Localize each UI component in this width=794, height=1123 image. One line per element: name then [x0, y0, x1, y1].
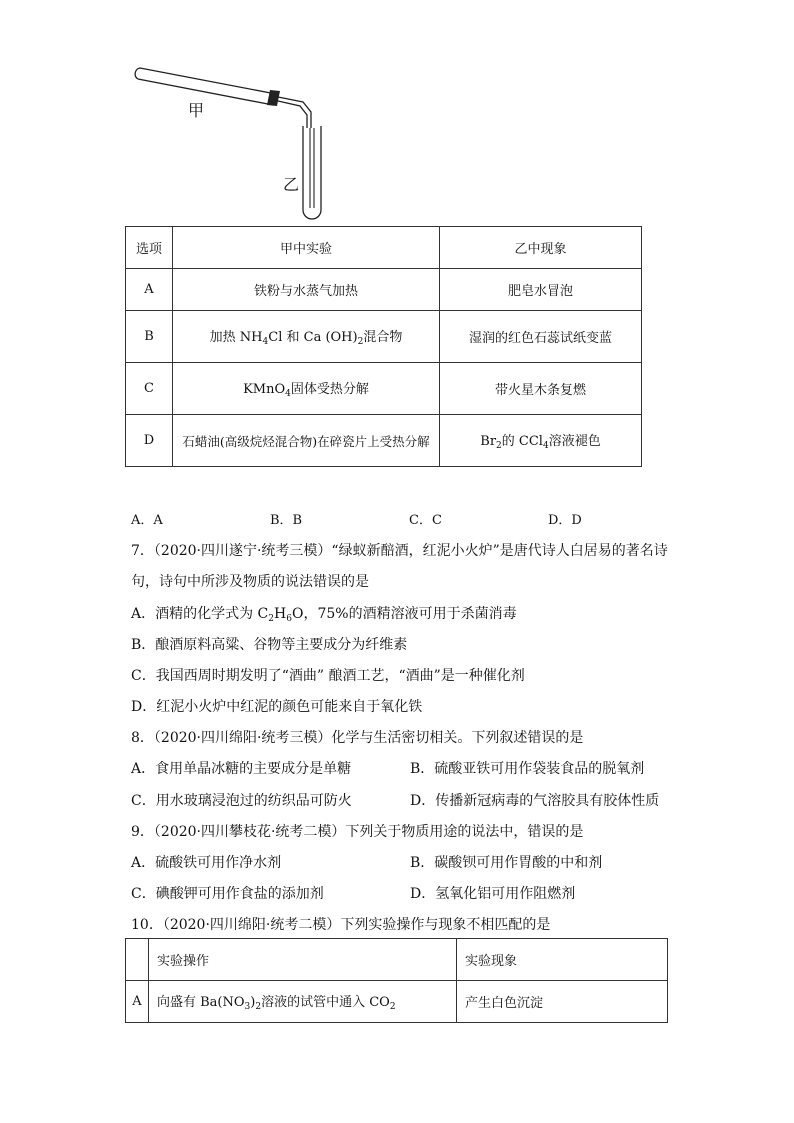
q10-row-option: A [126, 981, 149, 1023]
q10-header-option [126, 939, 149, 981]
q10-header-observation: 实验现象 [457, 939, 668, 981]
experiment-table [125, 226, 642, 467]
q9-stem: 9．（2020·四川攀枝花·统考二模）下列关于物质用途的说法中，错误的是 [131, 824, 584, 840]
q8-option-c[interactable]: C．用水玻璃浸泡过的纺织品可防火 [131, 793, 352, 809]
q9-option-a[interactable]: A．硫酸铁可用作净水剂 [131, 855, 282, 871]
table-header-row [126, 227, 642, 269]
q7-option-c[interactable]: C．我国西周时期发明了“酒曲” 酿酒工艺，“酒曲”是一种催化剂 [131, 668, 525, 684]
choice-b[interactable]: B．B [270, 513, 303, 528]
table-row [126, 415, 642, 467]
table-row [126, 363, 642, 415]
row-option: B [126, 311, 173, 363]
row-observation: 带火星木条复燃 [440, 363, 642, 415]
choice-a[interactable]: A．A [131, 513, 163, 528]
q10-row-operation: 向盛有 $Ba(NO_3)_2$溶液的试管中通入 $CO_2$ [149, 981, 457, 1023]
row-experiment: KMnO$_4$固体受热分解 [173, 363, 440, 415]
row-observation: 肥皂水冒泡 [440, 269, 642, 311]
q7-option-d[interactable]: D．红泥小火炉中红泥的颜色可能来自于氧化铁 [131, 699, 423, 715]
q10-row-a [126, 981, 668, 1023]
row-option: C [126, 363, 173, 415]
q9-option-d[interactable]: D．氢氧化铝可用作阻燃剂 [410, 886, 576, 902]
row-option: D [126, 415, 173, 467]
q10-header-operation: 实验操作 [149, 939, 457, 981]
row-option: A [126, 269, 173, 311]
q8-stem: 8．（2020·四川绵阳·统考三模）化学与生活密切相关。下列叙述错误的是 [131, 730, 584, 746]
q7-option-b[interactable]: B．酿酒原料高粱、谷物等主要成分为纤维素 [131, 637, 408, 653]
label-yi: 乙 [283, 175, 300, 194]
table-row [126, 269, 642, 311]
q10-table [125, 938, 668, 1023]
q10-header-row [126, 939, 668, 981]
header-yi: 乙中现象 [440, 227, 642, 269]
q7-stem-line2: 句，诗句中所涉及物质的说法错误的是 [131, 574, 369, 590]
choice-c[interactable]: C．C [409, 513, 442, 528]
row-observation: $Br_2$的 CCl$_4$溶液褪色 [440, 415, 642, 467]
row-experiment: 加热 $NH_4Cl$ 和 Ca $(OH)_2$混合物 [173, 311, 440, 363]
q7-option-a[interactable]: A．酒精的化学式为 $C_2H_6O$，75%的酒精溶液可用于杀菌消毒 [131, 606, 517, 624]
q8-option-a[interactable]: A．食用单晶冰糖的主要成分是单糖 [131, 761, 352, 777]
q8-option-d[interactable]: D．传播新冠病毒的气溶胶具有胶体性质 [410, 793, 660, 809]
row-experiment: 铁粉与水蒸气加热 [173, 269, 440, 311]
row-observation: 湿润的红色石蕊试纸变蓝 [440, 311, 642, 363]
header-option: 选项 [126, 227, 173, 269]
apparatus-drawing [128, 60, 328, 230]
label-jia: 甲 [188, 101, 205, 120]
q9-option-c[interactable]: C．碘酸钾可用作食盐的添加剂 [131, 886, 324, 902]
q10-stem: 10．（2020·四川绵阳·统考二模）下列实验操作与现象不相匹配的是 [131, 917, 551, 933]
q8-option-b[interactable]: B．硫酸亚铁可用作袋装食品的脱氧剂 [410, 761, 645, 777]
q10-row-observation: 产生白色沉淀 [457, 981, 668, 1023]
row-experiment: 石蜡油(高级烷烃混合物)在碎瓷片上受热分解 [173, 415, 440, 467]
table-row [126, 311, 642, 363]
q7-stem-line1: 7．（2020·四川遂宁·统考三模）“绿蚁新醅酒，红泥小火炉”是唐代诗人白居易的著名诗 [131, 543, 668, 559]
q9-option-b[interactable]: B．碳酸钡可用作胃酸的中和剂 [410, 855, 603, 871]
apparatus-figure [128, 60, 328, 230]
choice-d[interactable]: D．D [548, 513, 582, 528]
header-jia: 甲中实验 [173, 227, 440, 269]
